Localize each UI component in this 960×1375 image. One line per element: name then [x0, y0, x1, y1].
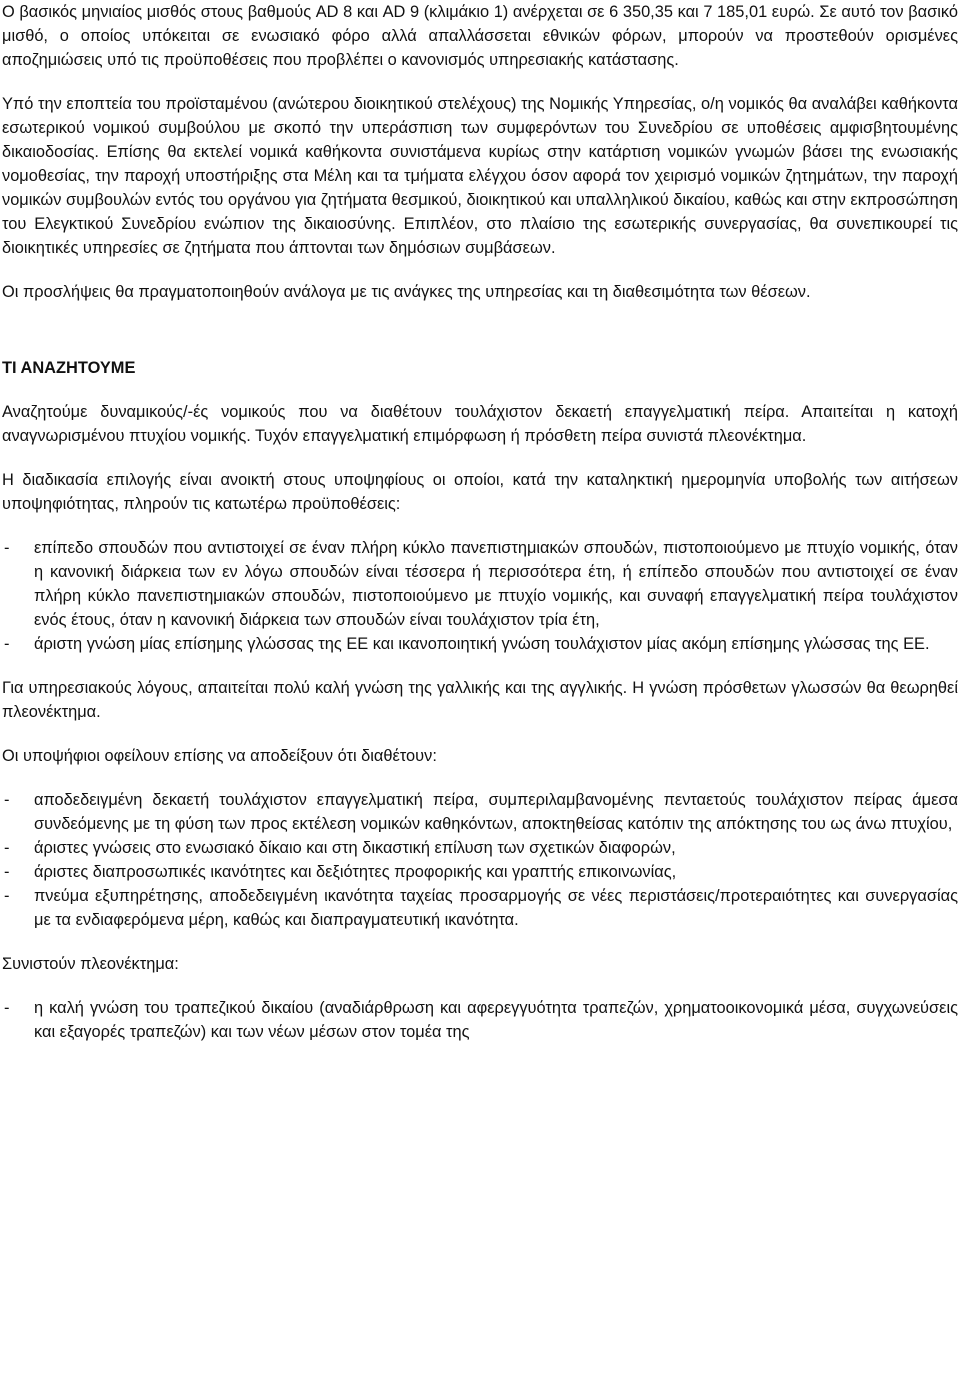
list-item-text: η καλή γνώση του τραπεζικού δικαίου (αναδιάρθρωση και αφερεγγυότητα τραπεζών, χρηματοοικονομικά μέσα, συγχωνεύσεις και εξαγορές τραπεζών) και των νέων μέσων στον τομέα της [34, 999, 958, 1041]
spacer [2, 724, 958, 744]
list-item [2, 788, 958, 836]
dash-bullet: - [4, 887, 10, 905]
dash-bullet: - [4, 539, 10, 557]
list-item [2, 632, 958, 656]
spacer [2, 72, 958, 92]
spacer [2, 304, 958, 356]
dash-bullet: - [4, 791, 10, 809]
list-item-text: αποδεδειγμένη δεκαετή τουλάχιστον επαγγελματική πείρα, συμπεριλαμβανομένης πενταετούς τουλάχιστον πείρας άμεσα συνδεόμενης με τη φύση των προς εκτέλεση νομικών καθηκόντων, αποκτηθείσας κατόπιν της απόκτησης του ως άνω πτυχίου, [34, 791, 958, 833]
list-item [2, 884, 958, 932]
list-item-text: άριστες γνώσεις στο ενωσιακό δίκαιο και στη δικαστική επίλυση των σχετικών διαφορών, [34, 839, 676, 857]
dash-bullet: - [4, 635, 10, 653]
spacer [2, 448, 958, 468]
languages-paragraph: Για υπηρεσιακούς λόγους, απαιτείται πολύ καλή γνώση της γαλλικής και της αγγλικής. Η γνώση πρόσθετων γλωσσών θα θεωρηθεί πλεονέκτημα. [2, 679, 958, 721]
list-item [2, 996, 958, 1044]
list-item-text: επίπεδο σπουδών που αντιστοιχεί σε έναν πλήρη κύκλο πανεπιστημιακών σπουδών, πιστοποιούμενο με πτυχίο νομικής, όταν η κανονική διάρκεια των εν λόγω σπουδών είναι τέσσερα ή περισσότερα έτη, ή επίπεδο σπουδών που αντιστοιχεί σε έναν πλήρη κύκλο πανεπιστημιακών σπουδών, πιστοποιούμενο με πτυχίο νομικής, και συναφή επαγγελματική πείρα τουλάχιστον ενός έτους, όταν η κανονική διάρκεια των σπουδών είναι τουλάχιστον τρία έτη, [34, 539, 958, 629]
spacer [2, 516, 958, 536]
must-prove-paragraph: Οι υποψήφιοι οφείλουν επίσης να αποδείξουν ότι διαθέτουν: [2, 747, 437, 765]
seeking-heading: ΤΙ ΑΝΑΖΗΤΟΥΜΕ [2, 359, 136, 377]
recruitment-paragraph: Οι προσλήψεις θα πραγματοποιηθούν ανάλογα με τις ανάγκες της υπηρεσίας και τη διαθεσιμότητα των θέσεων. [2, 283, 811, 301]
list-item [2, 860, 958, 884]
advantages-list [2, 996, 958, 1044]
list-item-text: άριστη γνώση μίας επίσημης γλώσσας της ΕΕ και ικανοποιητική γνώση τουλάχιστον μίας ακόμη επίσημης γλώσσας της ΕΕ. [34, 635, 930, 653]
dash-bullet: - [4, 863, 10, 881]
spacer [2, 932, 958, 952]
duties-paragraph: Υπό την εποπτεία του προϊσταμένου (ανώτερου διοικητικού στελέχους) της Νομικής Υπηρεσίας, ο/η νομικός θα αναλάβει καθήκοντα εσωτερικού νομικού συμβούλου με σκοπό την υπεράσπιση των συμφερόντων του Συνεδρίου σε υποθέσεις αμφισβητουμένης δικαιοδοσίας. Επίσης θα εκτελεί νομικά καθήκοντα συνιστάμενα κυρίως στην κατάρτιση νομικών γνωμών βάσει της ενωσιακής νομοθεσίας, την παροχή υποστήριξης στα Μέλη και τα τμήματα ελέγχου όσον αφορά τον χειρισμό νομικών ζητημάτων, την παροχή νομικών συμβουλών εντός του οργάνου για ζητήματα θεσμικού, διοικητικού και υπαλληλικού δικαίου, καθώς και στην εκπροσώπηση του Ελεγκτικού Συνεδρίου ενώπιον της δικαιοσύνης. Επιπλέον, στο πλαίσιο της εσωτερικής συνεργασίας, θα συνεπικουρεί τις διοικητικές υπηρεσίες σε ζητήματα που άπτονται των δημόσιων συμβάσεων. [2, 95, 958, 257]
spacer [2, 260, 958, 280]
list-item [2, 536, 958, 632]
salary-paragraph: Ο βασικός μηνιαίος μισθός στους βαθμούς AD 8 και AD 9 (κλιμάκιο 1) ανέρχεται σε 6 350,35 και 7 185,01 ευρώ. Σε αυτό τον βασικό μισθό, ο οποίος υπόκειται σε ενωσιακό φόρο αλλά απαλλάσσεται εθνικών φόρων, μπορούν να προστεθούν ορισμένες αποζημιώσεις υπό τις προϋποθέσεις που προβλέπει ο κανονισμός υπηρεσιακής κατάστασης. [2, 3, 958, 69]
seeking-paragraph: Αναζητούμε δυναμικούς/-ές νομικούς που να διαθέτουν τουλάχιστον δεκαετή επαγγελματική πείρα. Απαιτείται η κατοχή αναγνωρισμένου πτυχίου νομικής. Τυχόν επαγγελματική επιμόρφωση ή πρόσθετη πείρα συνιστά πλεονέκτημα. [2, 403, 958, 445]
spacer [2, 976, 958, 996]
list-item-text: πνεύμα εξυπηρέτησης, αποδεδειγμένη ικανότητα ταχείας προσαρμογής σε νέες περιστάσεις/προτεραιότητες και συνεργασίας με τα ενδιαφερόμενα μέρη, καθώς και διαπραγματευτική ικανότητα. [34, 887, 958, 929]
spacer [2, 380, 958, 400]
dash-bullet: - [4, 999, 10, 1017]
list-item-text: άριστες διαπροσωπικές ικανότητες και δεξιότητες προφορικής και γραπτής επικοινωνίας, [34, 863, 677, 881]
spacer [2, 656, 958, 676]
competences-list [2, 788, 958, 932]
advantages-paragraph: Συνιστούν πλεονέκτημα: [2, 955, 179, 973]
selection-paragraph: Η διαδικασία επιλογής είναι ανοικτή στους υποψηφίους οι οποίοι, κατά την καταληκτική ημερομηνία υποβολής των αιτήσεων υποψηφιότητας, πληρούν τις κατωτέρω προϋποθέσεις: [2, 471, 958, 513]
conditions-list [2, 536, 958, 656]
dash-bullet: - [4, 839, 10, 857]
list-item [2, 836, 958, 860]
spacer [2, 768, 958, 788]
